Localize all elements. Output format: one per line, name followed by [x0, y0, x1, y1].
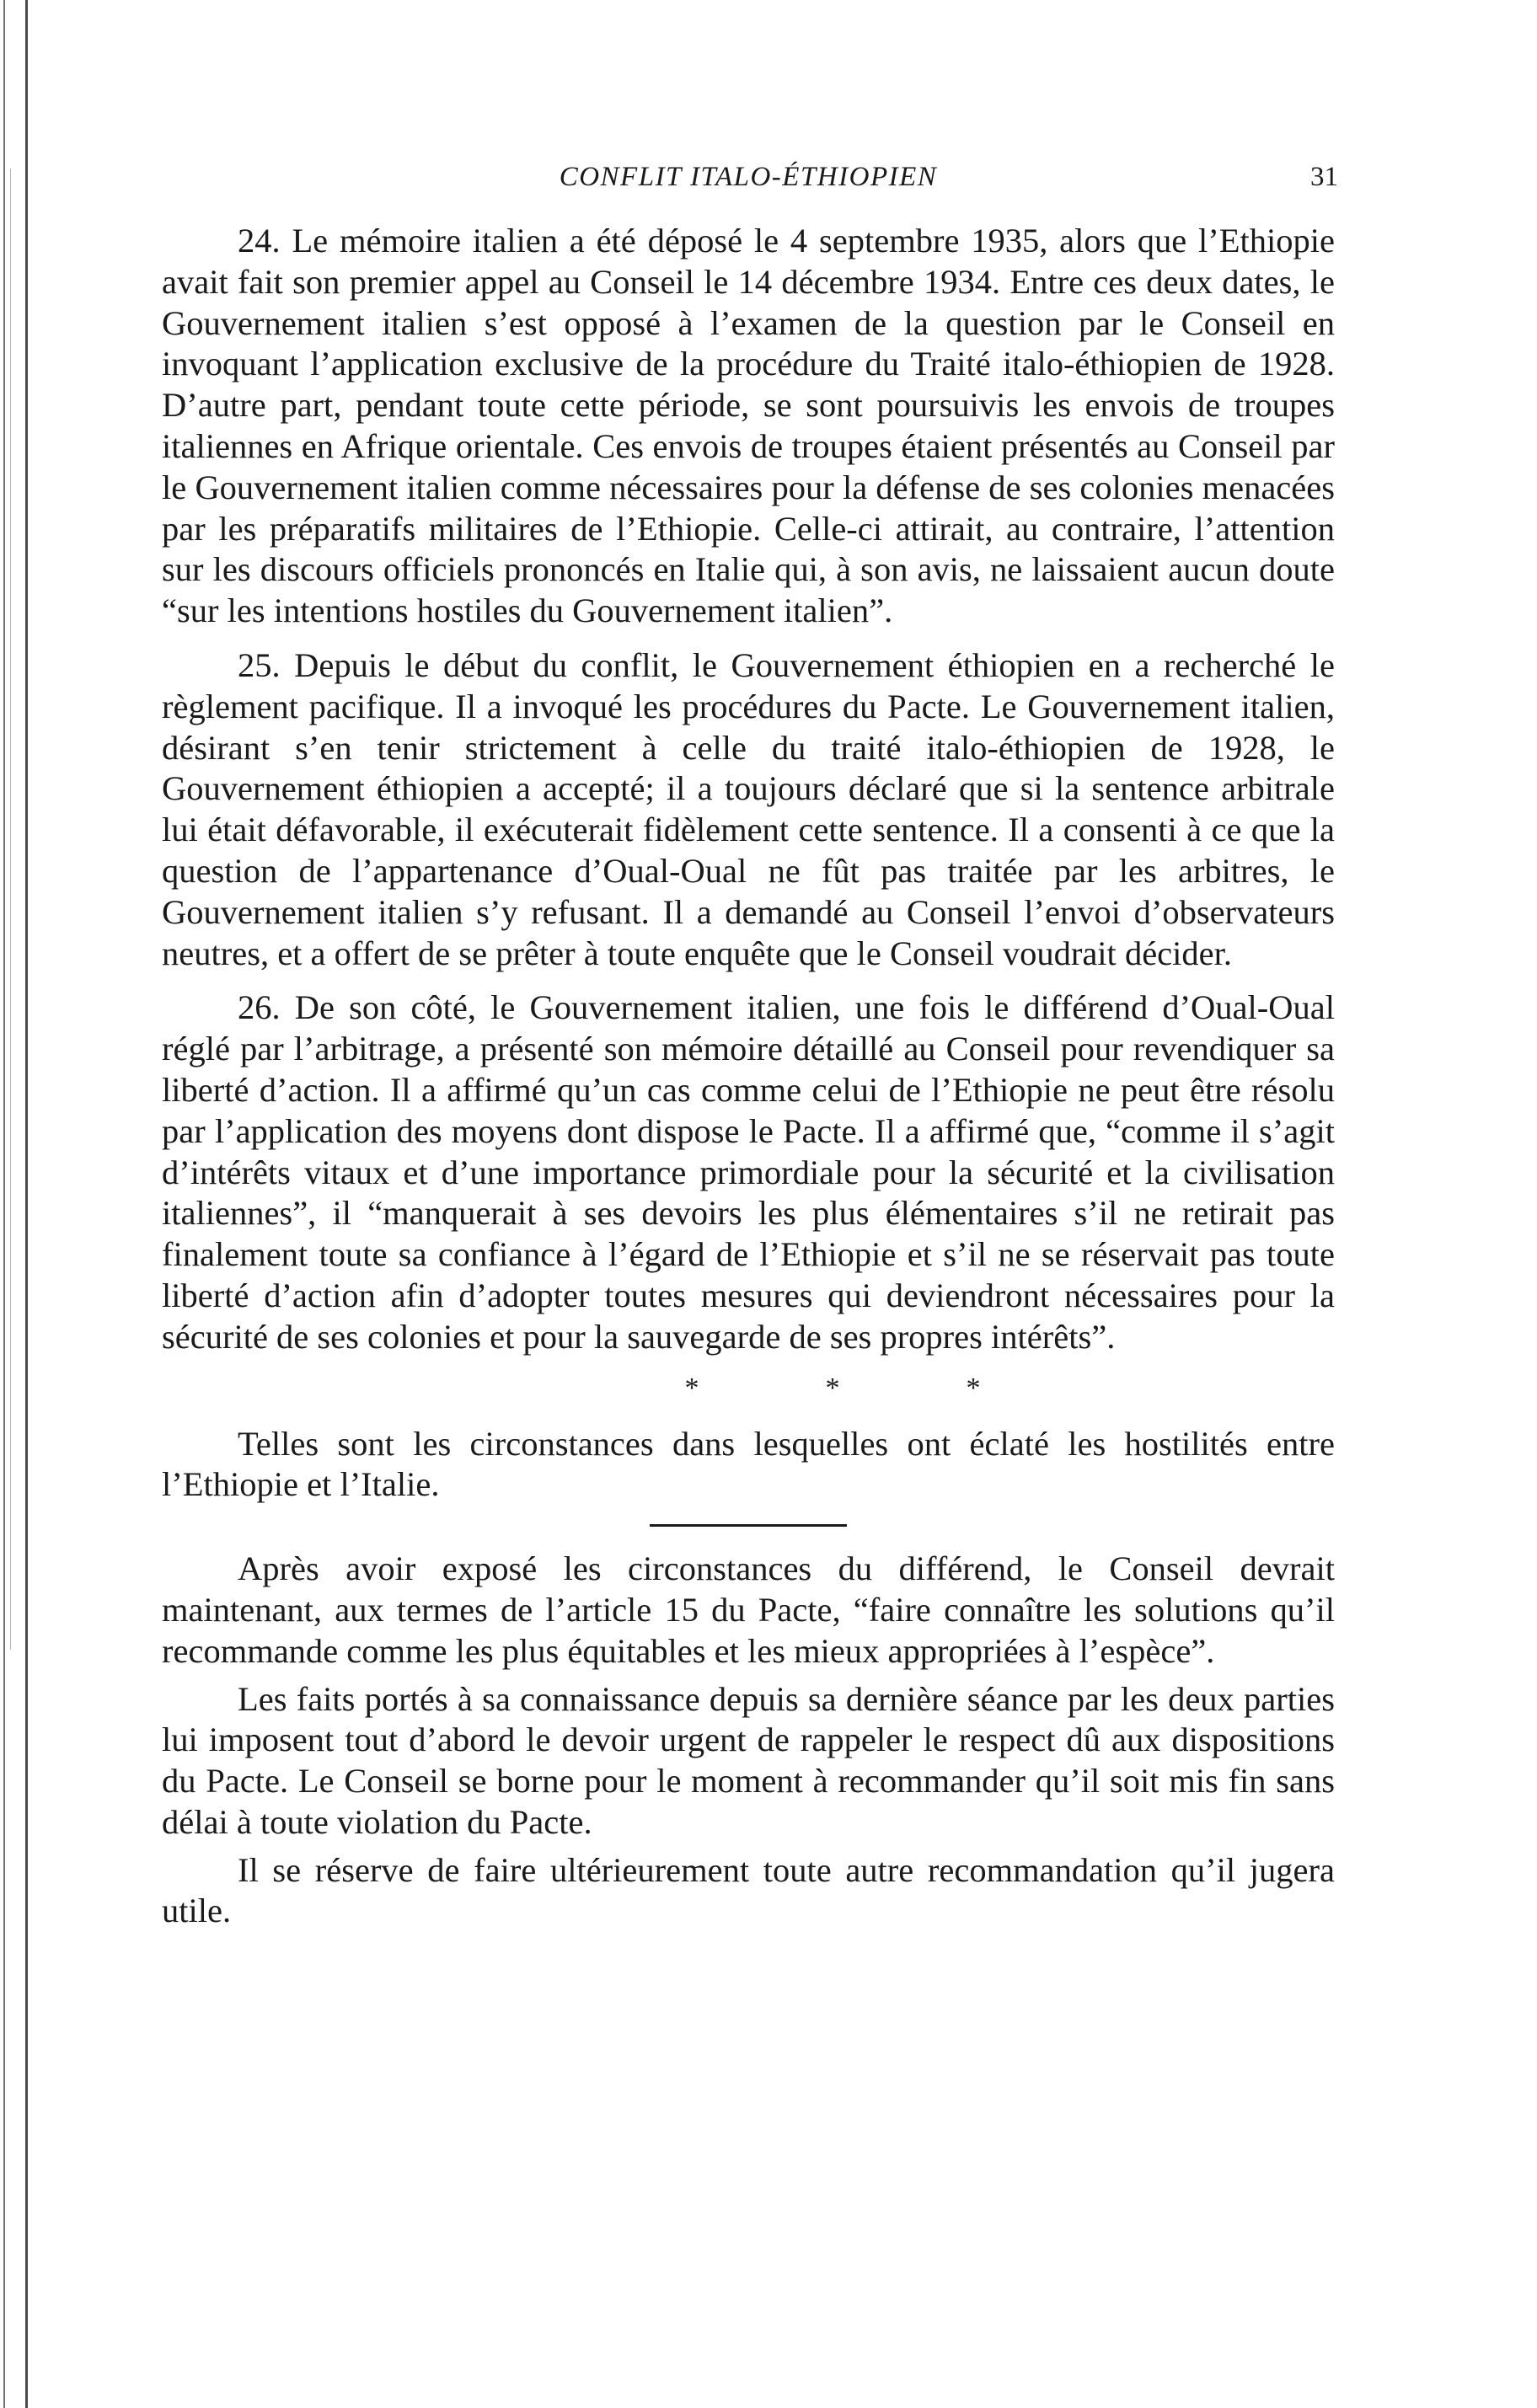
paragraph-text: Telles sont les circonstances dans lesquelles ont éclaté les hostilités entre l’Ethiopie et l’Italie.: [162, 1424, 1335, 1504]
asterisk: *: [966, 1372, 981, 1404]
paragraph-26: [162, 987, 1335, 1357]
page-number: 31: [1310, 162, 1338, 192]
section-break-asterisks: [162, 1372, 1335, 1405]
paragraph-text: 25. Depuis le début du conflit, le Gouvernement éthiopien en a recherché le règlement pacifique. Il a invoqué les procédures du Pacte. Le Gouvernement italien, désirant s’en tenir strictement à celle du traité italo-éthiopien de 1928, le Gouvernement éthiopien a accepté; il a toujours déclaré que si la sentence arbitrale lui était défavorable, il exécuterait fidèlement cette sentence. Il a consenti à ce que la question de l’appartenance d’Oual-Oual ne fût pas traitée par les arbitres, le Gouvernement italien s’y refusant. Il a demandé au Conseil l’envoi d’observateurs neutres, et a offert de se prêter à toute enquête que le Conseil voudrait décider.: [162, 645, 1335, 972]
paragraph-25: [162, 645, 1335, 974]
recommendation-paragraph: Après avoir exposé les circonstances du différend, le Conseil devrait maintenant, aux termes de l’article 15 du Pacte, “faire connaître les solutions qu’il recommande comme les plus équitables et les mieux appropriées à l’espèce”.: [162, 1549, 1335, 1670]
binding-line: [3, 0, 5, 2408]
scan-binding-edge: [0, 0, 35, 2408]
paragraph-text: 24. Le mémoire italien a été déposé le 4 septembre 1935, alors que l’Ethiopie avait fait son premier appel au Conseil le 14 décembre 1934. Entre ces deux dates, le Gouvernement italien s’est opposé à l’examen de la question par le Conseil en invoquant l’application exclusive de la procédure du Traité italo-éthiopien de 1928. D’autre part, pendant toute cette période, se sont poursuivis les envois de troupes italiennes en Afrique orientale. Ces envois de troupes étaient présentés au Conseil par le Gouvernement italien comme nécessaires pour la défense de ses colonies menacées par les préparatifs militaires de l’Ethiopie. Celle-ci attirait, au contraire, l’attention sur les discours officiels prononcés en Italie qui, à son avis, ne laissaient aucun doute “sur les intentions hostiles du Gouvernement italien”.: [162, 222, 1335, 630]
binding-line: [25, 0, 28, 2408]
running-title: CONFLIT ITALO-ÉTHIOPIEN: [559, 162, 938, 192]
asterisk: *: [825, 1372, 840, 1404]
body-text: [162, 221, 1335, 1932]
recommendations: [162, 1549, 1335, 1932]
horizontal-rule: [650, 1524, 847, 1527]
recommendation-paragraph: Les faits portés à sa connaissance depuis sa dernière séance par les deux parties lui imposent tout d’abord le devoir urgent de rappeler le respect dû aux dispositions du Pacte. Le Conseil se borne pour le moment à recommander qu’il soit mis fin sans délai à toute violation du Pacte.: [162, 1679, 1335, 1841]
recommendation-paragraph: Il se réserve de faire ultérieurement toute autre recommandation qu’il jugera utile.: [162, 1850, 1335, 1930]
document-page: [162, 158, 1338, 1932]
summary-paragraph: [162, 1424, 1335, 1506]
asterisk: *: [684, 1372, 699, 1404]
paragraph-24: [162, 221, 1335, 632]
paragraph-text: 26. De son côté, le Gouvernement italien, une fois le différend d’Oual-Oual réglé par l’arbitrage, a présenté son mémoire détaillé au Conseil pour revendiquer sa liberté d’action. Il a affirmé qu’un cas comme celui de l’Ethiopie ne peut être résolu par l’application des moyens dont dispose le Pacte. Il a affirmé que, “comme il s’agit d’intérêts vitaux et d’une importance primordiale pour la sécurité et la civilisation italiennes”, il “manquerait à ses devoirs les plus élémentaires s’il ne retirait pas finalement toute sa confiance à l’égard de l’Ethiopie et s’il ne se réservait pas toute liberté d’action afin d’adopter toutes mesures qui deviendront nécessaires pour la sécurité de ses colonies et pour la sauvegarde de ses propres intérêts”.: [162, 988, 1335, 1356]
running-head: [162, 158, 1338, 209]
binding-line: [10, 169, 11, 1650]
